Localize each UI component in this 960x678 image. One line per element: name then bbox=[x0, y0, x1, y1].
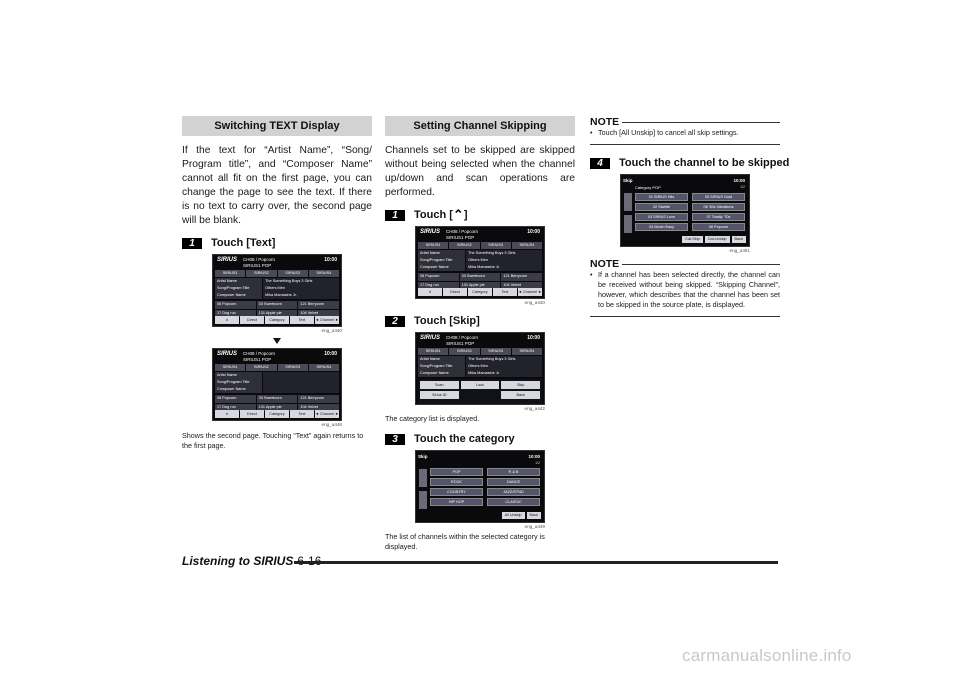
preset-1[interactable]: 08 Popcorn bbox=[418, 273, 459, 281]
label-artist: Artist Name bbox=[217, 373, 237, 377]
tab-sirius2[interactable]: SIRIUS2 bbox=[246, 270, 276, 277]
category-hiphop[interactable]: HIP HOP bbox=[430, 498, 483, 506]
column-notes bbox=[590, 116, 790, 317]
category-rnb[interactable]: R & B bbox=[487, 468, 540, 476]
skip-channel-screen bbox=[620, 174, 750, 247]
empty-slot bbox=[461, 391, 500, 399]
category-country[interactable]: COUNTRY bbox=[430, 488, 483, 496]
step-label: Touch the channel to be skipped bbox=[619, 157, 790, 169]
label-song: Song/Program Title bbox=[420, 364, 453, 368]
step-1-touch-text bbox=[182, 237, 372, 249]
tab-sirius2[interactable]: SIRIUS2 bbox=[246, 364, 276, 371]
screen-caption: eng_a440 bbox=[321, 328, 342, 333]
text-button[interactable]: Text bbox=[493, 288, 517, 296]
channel-button[interactable]: ◄ Channel ► bbox=[315, 412, 339, 416]
lock-button[interactable]: Lock bbox=[461, 381, 500, 389]
step-label: Touch the category bbox=[414, 433, 515, 445]
after-step3-text: The list of channels within the selected category is displayed. bbox=[385, 532, 545, 551]
tab-sirius3[interactable]: SIRIUS3 bbox=[278, 364, 308, 371]
sirius-screen-page2 bbox=[212, 348, 342, 421]
up-button[interactable]: ∧ bbox=[215, 410, 239, 418]
channel-item[interactable]: 06 '80s Vibrations bbox=[692, 203, 745, 211]
preset-5[interactable]: 131 Apple pie bbox=[257, 404, 298, 412]
intro-text: Channels set to be skipped are skipped without being selected when the channel up/down and scan operations are performed. bbox=[385, 145, 575, 198]
tab-sirius3[interactable]: SIRIUS3 bbox=[481, 242, 511, 249]
clock: 10:00 bbox=[324, 351, 337, 357]
outro-text: Shows the second page. Touching “Text” again returns to the first page. bbox=[182, 431, 364, 450]
channel-button[interactable]: ◄ Channel ► bbox=[315, 318, 339, 322]
category-pop[interactable]: POP bbox=[430, 468, 483, 476]
arrow-down-icon bbox=[273, 338, 281, 344]
channel-item[interactable]: 01 SIRIUS Hits bbox=[635, 193, 688, 201]
value-artist: The Something Boys 3 Girls bbox=[468, 251, 516, 255]
skip-title: Skip bbox=[623, 178, 633, 183]
category-classic[interactable]: CLASSIC bbox=[487, 498, 540, 506]
category-dance[interactable]: DANCE bbox=[487, 478, 540, 486]
page-indicator: 1/2 bbox=[740, 185, 745, 189]
label-artist: Artist Name bbox=[420, 357, 440, 361]
preset-4[interactable]: 17 Dog run bbox=[215, 310, 256, 318]
channel-item[interactable]: 04 Movin Easy bbox=[635, 223, 688, 231]
preset-3[interactable]: 121 Berrycorn bbox=[298, 301, 339, 309]
preset-2[interactable]: 33 Sweetcorn bbox=[257, 395, 298, 403]
all-unskip-button[interactable]: All Unskip bbox=[502, 512, 525, 519]
value-composer: Mika Mamasine Jr. bbox=[468, 265, 500, 269]
up-button[interactable]: ∧ bbox=[418, 288, 442, 296]
clock: 10:00 bbox=[527, 335, 540, 341]
cat-skip-button[interactable]: Cat-Skip bbox=[682, 236, 703, 243]
category-rock[interactable]: ROCK bbox=[430, 478, 483, 486]
tab-sirius4[interactable]: SIRIUS4 bbox=[512, 348, 542, 355]
back-button[interactable]: Back bbox=[527, 512, 541, 519]
note-text: • If a channel has been selected directly, the channel can be received without being skipped. “Skipping Channel”, however, which describes that the channel has been set to be skipped in the source plate, is displayed. bbox=[590, 270, 780, 310]
channel-name: CH08 / Popcorn bbox=[243, 351, 276, 356]
tab-sirius3[interactable]: SIRIUS3 bbox=[278, 270, 308, 277]
note-divider bbox=[590, 144, 780, 145]
tab-sirius2[interactable]: SIRIUS2 bbox=[449, 242, 479, 249]
step-1-touch-up bbox=[385, 209, 575, 221]
channel-sub: SIRIUS1 POP bbox=[446, 341, 475, 346]
text-button[interactable]: Text bbox=[290, 410, 314, 418]
values-blank-page2 bbox=[263, 372, 339, 393]
step-number: 2 bbox=[385, 316, 405, 327]
preset-2[interactable]: 33 Sweetcorn bbox=[460, 273, 501, 281]
label-composer: Composer Name bbox=[420, 371, 449, 375]
skip-button[interactable]: Skip bbox=[501, 381, 540, 389]
watermark: carmanualsonline.info bbox=[682, 646, 852, 665]
channel-item[interactable]: 07 Totally '70s bbox=[692, 213, 745, 221]
screen-caption: eng_a449 bbox=[524, 524, 545, 529]
scroll-down-button[interactable] bbox=[624, 215, 632, 233]
category-jazz[interactable]: JAZZ/STND bbox=[487, 488, 540, 496]
screen-caption: eng_a442 bbox=[524, 406, 545, 411]
preset-4[interactable]: 17 Dog run bbox=[418, 282, 459, 290]
clock: 10:00 bbox=[527, 229, 540, 235]
scan-button[interactable]: Scan bbox=[420, 381, 459, 389]
value-artist: The Something Boys 3 Girls bbox=[265, 279, 313, 283]
sirius-id-button[interactable]: Sirius ID bbox=[420, 391, 459, 399]
section-title-channel-skipping: Setting Channel Skipping bbox=[385, 116, 575, 136]
text-button[interactable]: Text bbox=[290, 316, 314, 324]
screen-caption: eng_a440 bbox=[524, 300, 545, 305]
column-channel-skipping bbox=[385, 116, 575, 552]
value-composer: Mika Mamasine Jr. bbox=[468, 371, 500, 375]
after-step2-text: The category list is displayed. bbox=[385, 414, 480, 423]
sirius-screen-page1 bbox=[212, 254, 342, 327]
category-button[interactable]: Category bbox=[265, 410, 289, 418]
preset-6[interactable]: 104 Velvet bbox=[501, 282, 542, 290]
footer-section-label: Listening to SIRIUS bbox=[182, 554, 321, 568]
back-button[interactable]: Back bbox=[501, 391, 540, 399]
tab-sirius4[interactable]: SIRIUS4 bbox=[309, 270, 339, 277]
screen-caption: eng_a451 bbox=[729, 248, 750, 253]
channel-item[interactable]: 03 SIRIUS Love bbox=[635, 213, 688, 221]
skip-category-screen bbox=[415, 450, 545, 523]
sirius-logo: SIRIUS bbox=[420, 229, 441, 235]
screen-caption: eng_a448 bbox=[321, 422, 342, 427]
label-composer: Composer Name bbox=[217, 293, 246, 297]
value-song: Others Men bbox=[468, 364, 488, 368]
page-indicator: 1/2 bbox=[535, 461, 540, 465]
back-button[interactable]: Back bbox=[732, 236, 746, 243]
value-song: Others Men bbox=[468, 258, 488, 262]
label-song: Song/Program Title bbox=[420, 258, 453, 262]
step-3-touch-category bbox=[385, 433, 575, 445]
preset-3[interactable]: 121 Berrycorn bbox=[501, 273, 542, 281]
preset-5[interactable]: 131 Apple pie bbox=[460, 282, 501, 290]
category-button[interactable]: Category bbox=[468, 288, 492, 296]
direct-button[interactable]: Direct bbox=[443, 288, 467, 296]
channel-item[interactable]: 08 Popcorn bbox=[692, 223, 745, 231]
label-song: Song/Program Title bbox=[217, 286, 250, 290]
channel-sub: SIRIUS1 POP bbox=[243, 263, 272, 268]
value-song: Others Men bbox=[265, 286, 285, 290]
channel-sub: SIRIUS1 POP bbox=[446, 235, 475, 240]
clock: 10:00 bbox=[324, 257, 337, 263]
preset-6[interactable]: 104 Velvet bbox=[298, 404, 339, 412]
step-label: Touch [⌃] bbox=[414, 207, 468, 222]
tab-sirius1[interactable]: SIRIUS1 bbox=[215, 364, 245, 371]
clock: 10:00 bbox=[733, 178, 745, 183]
step-label: Touch [Skip] bbox=[414, 315, 480, 327]
category-label: Category POP bbox=[635, 185, 661, 190]
tab-sirius4[interactable]: SIRIUS4 bbox=[309, 364, 339, 371]
tab-sirius1[interactable]: SIRIUS1 bbox=[215, 270, 245, 277]
channel-name: CH08 / Popcorn bbox=[243, 257, 276, 262]
label-composer: Composer Name bbox=[420, 265, 449, 269]
preset-5[interactable]: 131 Apple pie bbox=[257, 310, 298, 318]
cat-unskip-button[interactable]: Cat-Unskip bbox=[705, 236, 730, 243]
step-label: Touch [Text] bbox=[211, 237, 276, 249]
tab-sirius3[interactable]: SIRIUS3 bbox=[481, 348, 511, 355]
label-artist: Artist Name bbox=[217, 279, 237, 283]
tab-sirius2[interactable]: SIRIUS2 bbox=[449, 348, 479, 355]
preset-1[interactable]: 08 Popcorn bbox=[215, 301, 256, 309]
sirius-logo: SIRIUS bbox=[217, 257, 238, 263]
up-arrow-icon: ⌃ bbox=[452, 207, 464, 222]
up-button[interactable]: ∧ bbox=[215, 316, 239, 324]
tab-sirius1[interactable]: SIRIUS1 bbox=[418, 242, 448, 249]
step-number: 4 bbox=[590, 158, 610, 169]
scroll-up-button[interactable] bbox=[419, 469, 427, 487]
note-text: • Touch [All Unskip] to cancel all skip settings. bbox=[590, 128, 780, 138]
sirius-screen bbox=[415, 226, 545, 299]
preset-1[interactable]: 08 Popcorn bbox=[215, 395, 256, 403]
tab-sirius4[interactable]: SIRIUS4 bbox=[512, 242, 542, 249]
category-button[interactable]: Category bbox=[265, 316, 289, 324]
label-composer: Composer Name bbox=[217, 387, 246, 391]
value-artist: The Something Boys 3 Girls bbox=[468, 357, 516, 361]
channel-item[interactable]: 02 Starlite bbox=[635, 203, 688, 211]
channel-name: CH08 / Popcorn bbox=[446, 229, 479, 234]
note-heading: NOTE bbox=[590, 258, 780, 270]
sirius-logo: SIRIUS bbox=[420, 335, 441, 341]
preset-2[interactable]: 33 Sweetcorn bbox=[257, 301, 298, 309]
footer-rule bbox=[294, 561, 778, 564]
note-divider bbox=[590, 316, 780, 317]
step-4-touch-channel bbox=[590, 157, 790, 169]
preset-6[interactable]: 104 Velvet bbox=[298, 310, 339, 318]
intro-text: If the text for “Artist Name”, “Song/ Program title”, and “Composer Name” cannot all fit on the first page, you can change the page to see the text. If there is no text to carry over, the second page will be blank. bbox=[182, 145, 372, 226]
step-number: 1 bbox=[385, 210, 405, 221]
channel-sub: SIRIUS1 POP bbox=[243, 357, 272, 362]
column-switching-text bbox=[182, 116, 372, 451]
step-2-touch-skip bbox=[385, 315, 575, 327]
channel-item[interactable]: 05 SIRIUS Gold bbox=[692, 193, 745, 201]
sirius-screen-overlay bbox=[415, 332, 545, 405]
tab-sirius1[interactable]: SIRIUS1 bbox=[418, 348, 448, 355]
value-composer: Mika Mamasine Jr. bbox=[265, 293, 297, 297]
direct-button[interactable]: Direct bbox=[240, 410, 264, 418]
label-artist: Artist Name bbox=[420, 251, 440, 255]
label-song: Song/Program Title bbox=[217, 380, 250, 384]
scroll-down-button[interactable] bbox=[419, 491, 427, 509]
preset-4[interactable]: 17 Dog run bbox=[215, 404, 256, 412]
section-title-switching-text: Switching TEXT Display bbox=[182, 116, 372, 136]
channel-button[interactable]: ◄ Channel ► bbox=[518, 290, 542, 294]
step-number: 3 bbox=[385, 434, 405, 445]
direct-button[interactable]: Direct bbox=[240, 316, 264, 324]
channel-name: CH08 / Popcorn bbox=[446, 335, 479, 340]
step-number: 1 bbox=[182, 238, 202, 249]
clock: 10:00 bbox=[528, 454, 540, 459]
sirius-logo: SIRIUS bbox=[217, 351, 238, 357]
preset-3[interactable]: 121 Berrycorn bbox=[298, 395, 339, 403]
skip-title: Skip bbox=[418, 454, 428, 459]
scroll-up-button[interactable] bbox=[624, 193, 632, 211]
note-heading: NOTE bbox=[590, 116, 780, 128]
